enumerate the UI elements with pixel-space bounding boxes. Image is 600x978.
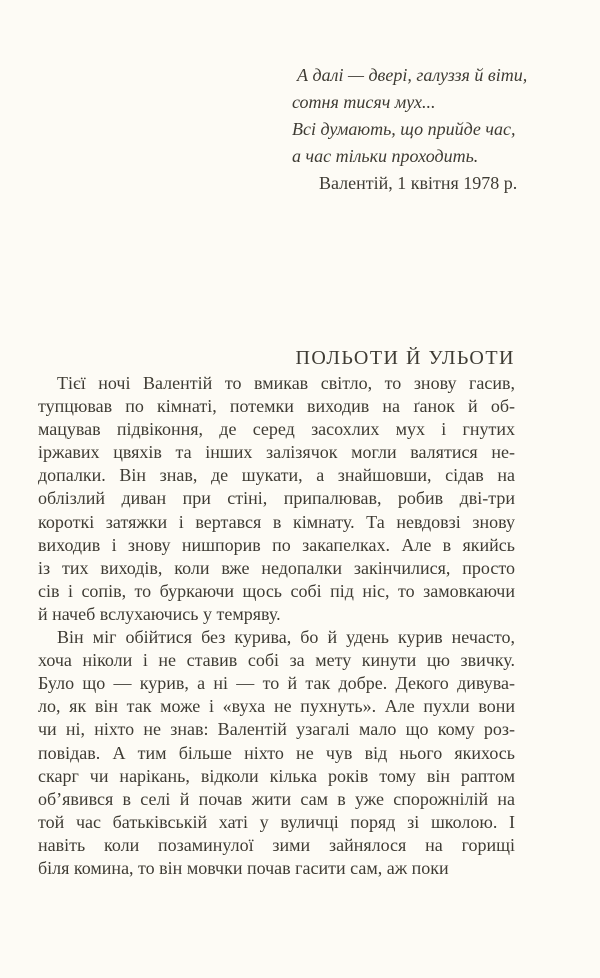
paragraph <box>38 626 515 880</box>
text-line: повідав. А тим більше ніхто не чув від нього якихось <box>38 742 515 763</box>
epigraph-line: сотня тисяч мух... <box>292 92 436 112</box>
epigraph <box>292 62 527 197</box>
text-line: скарг чи нарікань, відколи кілька років тому він раптом <box>38 765 515 786</box>
text-line: Він міг обійтися без курива, бо й удень курив нечасто, <box>57 627 515 648</box>
text-line: сів і сопів, то буркаючи щось собі під ніс, то замовкаючи <box>38 580 515 601</box>
text-line: допалки. Він знав, де шукати, а знайшовши, сідав на <box>38 465 515 486</box>
text-line: Було що — курив, а ні — то й так добре. Декого дивува- <box>38 673 515 694</box>
epigraph-attribution: Валентій, 1 квітня 1978 р. <box>319 173 518 193</box>
text-line: облізлий диван при стіні, припалював, робив дві-три <box>38 488 515 509</box>
text-line: тупцював по кімнаті, потемки виходив на ґанок й об- <box>38 396 515 417</box>
text-line: іржавих цвяхів та інших залізячок могли валятися не- <box>38 442 515 463</box>
text-line: хоча ніколи і не ставив собі за мету кинути цю звичку. <box>38 650 515 671</box>
text-line: навіть коли позаминулої зими зайнялося на горищі <box>38 834 515 855</box>
text-line: й начеб вслухаючись у темряву. <box>38 603 281 624</box>
text-line: виходив і знову нишпорив по закапелках. Але в якийсь <box>38 534 515 555</box>
text-line: чи ні, ніхто не знав: Валентій узагалі мало що кому роз- <box>38 719 515 740</box>
text-line: із тих виходів, коли вже недопалки закінчилися, просто <box>38 557 515 578</box>
paragraph <box>38 372 515 626</box>
epigraph-verse <box>292 62 527 170</box>
text-line: Тієї ночі Валентій то вмикав світло, то знову гасив, <box>57 373 515 393</box>
chapter-title: ПОЛЬОТИ Й УЛЬОТИ <box>295 347 515 369</box>
text-line: мацував підвіконня, де серед засохлих мух і гнутих <box>38 419 515 440</box>
body-text <box>38 372 515 880</box>
text-line: той час батьківській хаті у вуличці поряд зі школою. І <box>38 811 515 832</box>
epigraph-line: А далі — двері, галуззя й віти, <box>297 65 528 85</box>
epigraph-line: Всі думають, що прийде час, <box>292 119 516 139</box>
text-line: короткі затяжки і вертався в кімнату. Та невдовзі знову <box>38 511 515 532</box>
text-line: об’явився в селі й почав жити сам в уже спорожнілій на <box>38 788 515 809</box>
text-line: ло, як він так може і «вуха не пухнуть». Але пухли вони <box>38 696 515 717</box>
epigraph-line: а час тільки проходить. <box>292 146 479 166</box>
text-line: біля комина, то він мовчки почав гасити сам, аж поки <box>38 857 449 878</box>
